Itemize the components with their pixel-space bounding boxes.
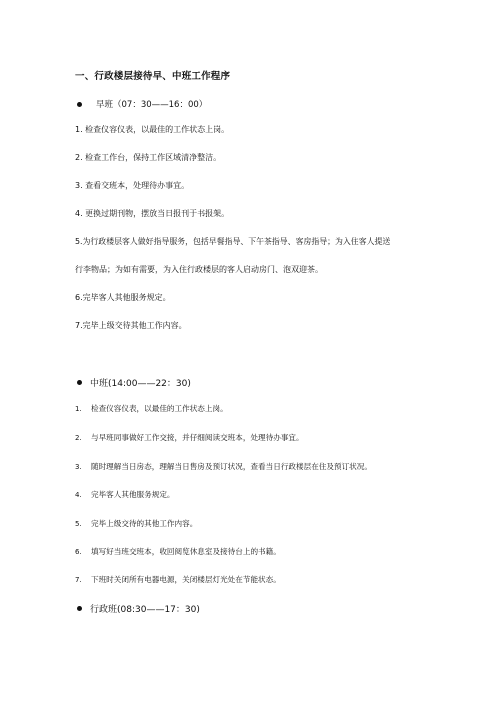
bullet-icon (77, 380, 82, 385)
morning-item: 2. 检查工作台，保持工作区域清净整洁。 (75, 153, 222, 162)
middle-item: 5. 完毕上级交待的其他工作内容。 (75, 519, 198, 528)
section-morning-shift (75, 98, 207, 110)
bullet-icon (77, 102, 82, 107)
bullet-icon (77, 606, 82, 611)
middle-item: 4. 完毕客人其他服务规定。 (75, 490, 175, 499)
morning-shift-label: 早班（07：30——16：00） (96, 100, 208, 110)
middle-item: 6. 填写好当班交班本，收回阅览休息室及接待台上的书籍。 (75, 547, 281, 556)
morning-item: 4. 更换过期刊物，摆放当日报刊于书报架。 (75, 209, 230, 218)
section-admin-shift (75, 602, 200, 615)
morning-item-continued: 行李物品；为如有需要，为入住行政楼层的客人启动房门、泡双迎茶。 (75, 265, 323, 274)
middle-item: 3. 随时理解当日房态，理解当日售房及预订状况，查看当日行政楼层在住及预订状况。 (75, 462, 372, 471)
morning-item: 1. 检查仪容仪表，以最佳的工作状态上岗。 (75, 125, 230, 134)
middle-item: 2. 与早班同事做好工作交接，并仔细阅读交班本，处理待办事宜。 (75, 433, 304, 442)
middle-item: 1. 检查仪容仪表，以最佳的工作状态上岗。 (75, 404, 228, 413)
morning-item: 7.完毕上级交待其他工作内容。 (75, 321, 187, 330)
middle-shift-label: 中班(14:00——22：30) (90, 379, 191, 389)
section-middle-shift (75, 376, 191, 389)
admin-shift-label: 行政班(08:30——17：30) (90, 605, 200, 615)
morning-item: 3. 查看交班本，处理待办事宜。 (75, 181, 190, 190)
middle-item: 7. 下班时关闭所有电器电源，关闭楼层灯光处在节能状态。 (75, 575, 281, 584)
page-title: 一、行政楼层接待早、中班工作程序 (75, 71, 231, 82)
morning-item: 5.为行政楼层客人做好指导服务，包括早餐指导、下午茶指导、客房指导；为入住客人提送 (75, 237, 391, 246)
morning-item: 6.完毕客人其他服务规定。 (75, 293, 171, 302)
